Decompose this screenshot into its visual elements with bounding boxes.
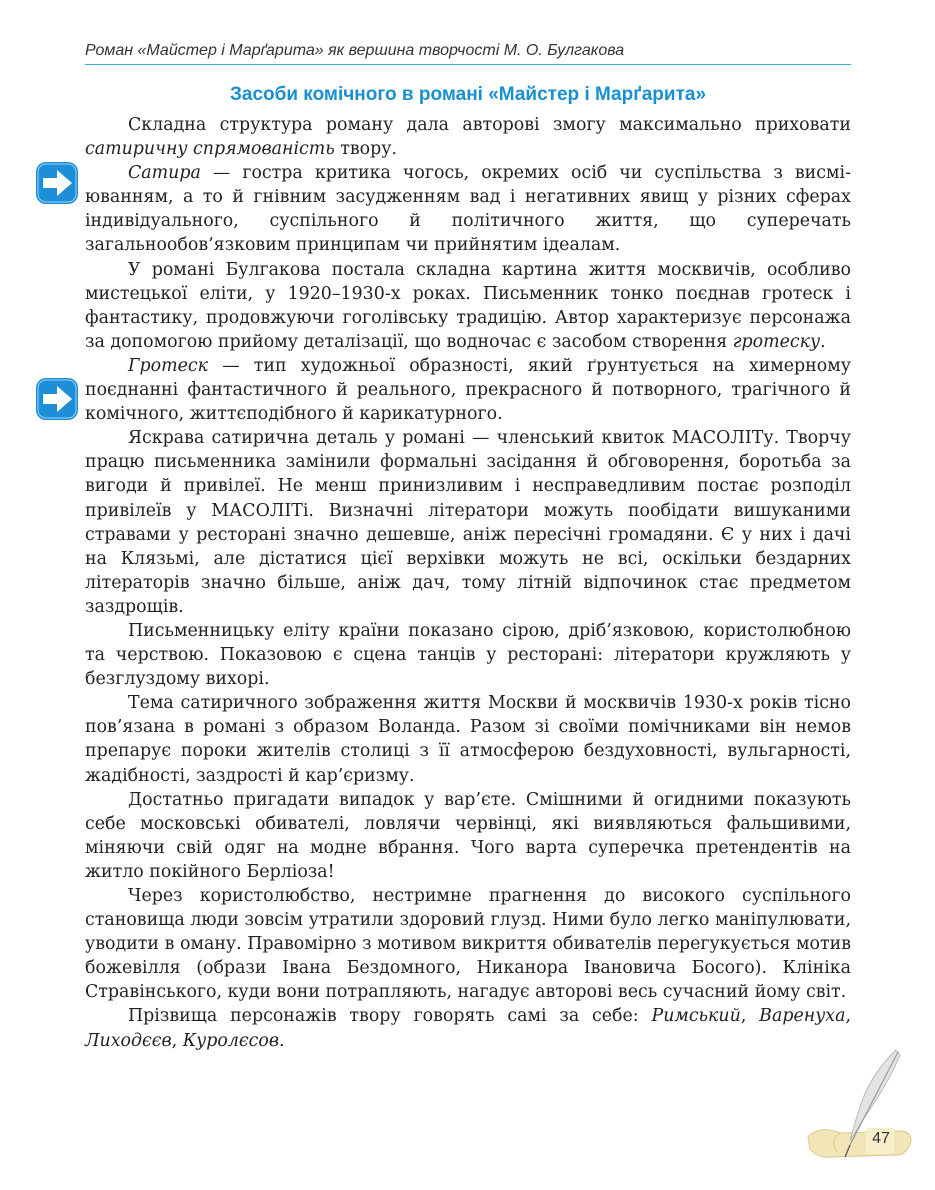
paragraph: У романі Булгакова постала складна картина життя москвичів, особливо мистецької еліти, у 1920–1930-х роках. Письменник тонко поєднав гротеск і фантастику, продовжуючи гоголівську традицію. Автор характеризує персонажа за допомогою прийому деталізації, що водночас є засобом створення гротеску. bbox=[85, 259, 851, 352]
paragraph: Яскрава сатирична деталь у романі — членський квиток МАСОЛІТу. Творчу працю письменника замінили формальні засідання й обговорення, боротьба за вигоди й привілеї. Не менш принизливим і несправедливим постає розподіл привілеїв у МАСОЛІТі. Визначні літератори можуть пообідати вишуканими стравами у ресторані значно дешевше, аніж пересічні громадяни. Є у них і дачі на Клязьмі, але дістатися цієї верхівки можуть не всі, оскільки бездарних літераторів значно більше, аніж дач, тому літній відпочинок стає предметом заздрощів. bbox=[85, 428, 851, 617]
body-text bbox=[85, 113, 851, 1053]
page-number: 47 bbox=[872, 1130, 890, 1147]
quill-scroll-icon bbox=[800, 1045, 920, 1170]
paragraph: Складна структура роману дала авторові змогу максимально приховати сатиричну спрямованість твору. bbox=[85, 115, 851, 160]
section-title: Засоби комічного в романі «Майстер і Марґарита» bbox=[229, 84, 707, 105]
running-header: Роман «Майстер і Марґарита» як вершина творчості М. О. Булгакова bbox=[85, 42, 625, 59]
definition-grotesque: Гротеск — тип художньої образності, який ґрунтується на химерному поєднанні фантастичного й реального, прекрасного й потворного, трагічного й комічного, життєподібного й карикатурного. bbox=[85, 355, 851, 425]
paragraph: Письменницьку еліту країни показано сірою, дріб’язковою, користолюбною та черствою. Показовою є сцена танців у ресторані: літератори кружляють у безглуздому вихорі. bbox=[85, 620, 851, 690]
arrow-right-icon bbox=[35, 377, 79, 421]
header-rule bbox=[85, 64, 851, 65]
paragraph: Тема сатиричного зображення життя Москви й москвичів 1930-х років тісно пов’язана в романі з образом Воланда. Разом зі своїми помічниками він немов препарує пороки жителів столиці з її атмосферою бездуховності, вульгарності, жадібності, заздрості й кар’єризму. bbox=[85, 693, 851, 786]
paragraph: Достатньо пригадати випадок у вар’єте. Смішними й огидними показують себе московські обивателі, ловлячи червінці, які виявляються фальшивими, міняючи свій одяг на модне вбрання. Чого варта суперечка претендентів на житло покійного Берліоза! bbox=[85, 789, 851, 882]
definition-satire: Сатира — гостра критика чогось, окремих осіб чи суспільства з висміюванням, а то й гнівним засудженням вад і негативних явищ у різних сферах індивідуального, суспільного й політичного життя, що суперечать загальнообов’язковим принципам чи прийнятим ідеалам. bbox=[85, 163, 851, 256]
paragraph: Через користолюбство, нестримне прагнення до високого суспільного становища люди зовсім утратили здоровий глузд. Ними було легко маніпулювати, уводити в оману. Правомірно з мотивом викриття обивателів перегукується мотив божевілля (образи Івана Бездомного, Никанора Івановича Босого). Клініка Стравінського, куди вони потрапляють, нагадує авторові весь сучасний йому світ. bbox=[85, 886, 851, 1003]
arrow-right-icon bbox=[35, 161, 79, 205]
paragraph: Прізвища персонажів твору говорять самі за себе: Римський, Варенуха, Лиходєєв, Куролєсов. bbox=[85, 1006, 851, 1051]
